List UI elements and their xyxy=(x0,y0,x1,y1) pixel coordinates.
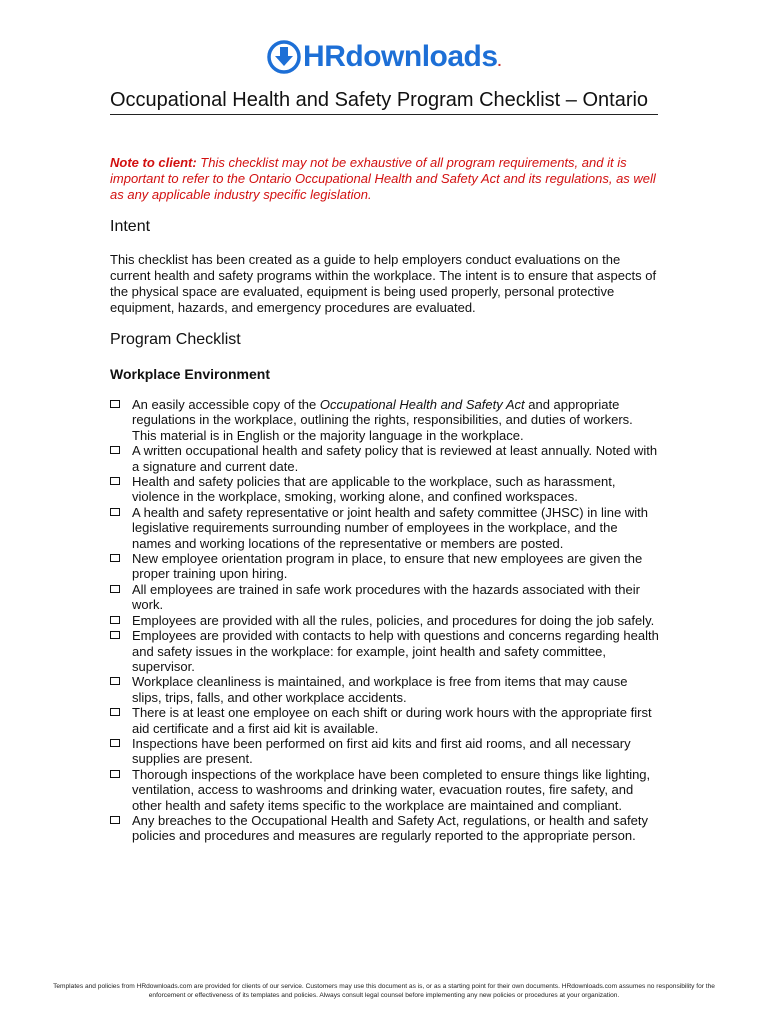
checklist-item-text: A written occupational health and safety policy that is reviewed at least annually. Noted with a signature and current date. xyxy=(132,443,658,474)
checkbox[interactable] xyxy=(110,508,120,516)
checklist-item-text: All employees are trained in safe work procedures with the hazards associated with their work. xyxy=(132,581,640,613)
checkbox[interactable] xyxy=(110,446,120,454)
checklist-item xyxy=(110,628,660,674)
checkbox[interactable] xyxy=(110,616,120,624)
checklist-item-text: Health and safety policies that are applicable to the workplace, such as harassment, violence in the workplace, smoking, working alone, and confined workspaces. xyxy=(132,474,616,505)
checkbox[interactable] xyxy=(110,477,120,485)
intent-body: This checklist has been created as a guide to help employers conduct evaluations on the current health and safety programs within the workplace. The intent is to ensure that aspects of the physical space are evaluated, equipment is being used properly, personal protective equipment, hazards, and emergency procedures are evaluated. xyxy=(110,252,657,315)
checklist-item xyxy=(110,443,660,474)
checkbox[interactable] xyxy=(110,631,120,639)
footer-disclaimer: Templates and policies from HRdownloads.com are provided for clients of our service. Customers may use this document as is, or as a starting point for their own documents. HRdownloads.com assumes no responsibility for the enforcement or effectiveness of its templates and policies. Always consult legal counsel before implementing any new policies or procedures at your organization. xyxy=(53,983,715,999)
checklist-item-text: There is at least one employee on each shift or during work hours with the appropriate first aid certificate and a first aid kit is available. xyxy=(132,705,652,736)
logo-wordmark: HRdownloads. xyxy=(303,40,501,73)
checklist-item xyxy=(110,397,660,443)
program-checklist-heading: Program Checklist xyxy=(110,331,241,348)
hrdownloads-logo xyxy=(0,40,768,74)
page-title: Occupational Health and Safety Program Checklist – Ontario xyxy=(110,88,658,115)
checklist-item-text: Employees are provided with contacts to help with questions and concerns regarding health and safety issues in the workplace: for example, joint health and safety committee, supervisor. xyxy=(132,628,659,674)
note-label: Note to client: xyxy=(110,155,197,170)
checklist-item xyxy=(110,736,660,767)
checklist-item xyxy=(110,767,660,813)
checkbox[interactable] xyxy=(110,677,120,685)
note-to-client xyxy=(110,155,658,203)
checklist-item xyxy=(110,705,660,736)
checkbox[interactable] xyxy=(110,585,120,593)
checkbox[interactable] xyxy=(110,400,120,408)
checklist-item-text: A health and safety representative or joint health and safety committee (JHSC) in line with legislative requirements surrounding number of employees in the workplace, and the names and working locations of the representative or members are posted. xyxy=(132,504,648,551)
checklist-item-text: Thorough inspections of the workplace have been completed to ensure things like lighting, ventilation, access to washrooms and drinking water, evacuation routes, fire safety, and other health and safety items specific to the workplace are maintained and compliant. xyxy=(132,766,651,813)
checkbox[interactable] xyxy=(110,770,120,778)
checklist-item-text: Workplace cleanliness is maintained, and workplace is free from items that may cause slips, trips, falls, and other workplace accidents. xyxy=(132,674,628,705)
workplace-environment-heading: Workplace Environment xyxy=(110,366,271,382)
checklist-item-text: New employee orientation program in place, to ensure that new employees are given the proper training upon hiring. xyxy=(132,551,643,582)
checklist-item-text: Employees are provided with all the rules, policies, and procedures for doing the job safely. xyxy=(132,612,655,628)
checklist-item xyxy=(110,582,660,613)
checklist xyxy=(110,397,660,844)
checkbox[interactable] xyxy=(110,816,120,824)
checkbox[interactable] xyxy=(110,739,120,747)
checkbox[interactable] xyxy=(110,708,120,716)
note-text: This checklist may not be exhaustive of all program requirements, and it is important to refer to the Ontario Occupational Health and Safety Act and its regulations, as well as any applicable industry specific legislation. xyxy=(110,155,656,202)
checkbox[interactable] xyxy=(110,554,120,562)
checklist-item-text: An easily accessible copy of the Occupational Health and Safety Act and appropriate regulations in the workplace, outlining the rights, responsibilities, and duties of workers. This material is in English or the majority language in the workplace. xyxy=(132,397,633,443)
checklist-item xyxy=(110,551,660,582)
checklist-item xyxy=(110,613,660,628)
download-arrow-icon xyxy=(267,40,301,74)
checklist-item xyxy=(110,474,660,505)
intent-heading: Intent xyxy=(110,218,151,235)
checklist-item-text: Inspections have been performed on first aid kits and first aid rooms, and all necessary supplies are present. xyxy=(132,735,631,767)
checklist-item xyxy=(110,674,660,705)
checklist-item-text: Any breaches to the Occupational Health and Safety Act, regulations, or health and safety policies and procedures and measures are regularly reported to the appropriate person. xyxy=(132,812,648,844)
checklist-item xyxy=(110,813,660,844)
checklist-item xyxy=(110,505,660,551)
